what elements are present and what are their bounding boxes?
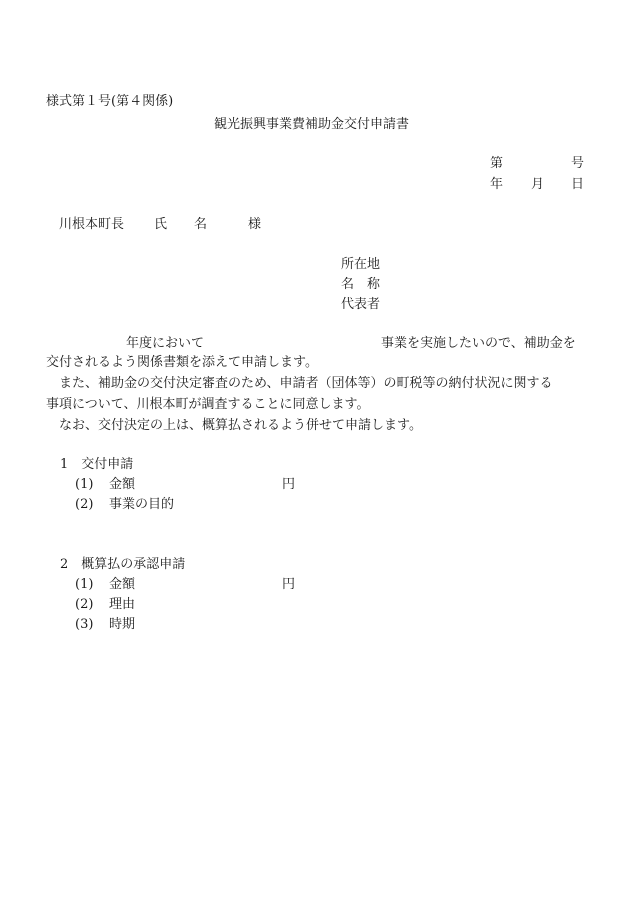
section1-item1-label: 金額 — [109, 477, 136, 492]
addressee-mayor: 川根本町長 — [59, 217, 125, 232]
date-day: 日 — [571, 177, 585, 192]
section2-item1-unit: 円 — [282, 577, 296, 592]
applicant-address-label: 所在地 — [341, 257, 381, 272]
addressee-sama: 様 — [248, 217, 262, 232]
body-line1-b: 事業を実施したいので、補助金を — [381, 336, 576, 351]
section2-item1-num: (1) — [75, 577, 94, 592]
doc-number-go: 号 — [571, 156, 585, 171]
document-title: 観光振興事業費補助金交付申請書 — [214, 117, 410, 132]
body-line4: 事項について、川根本町が調査することに同意します。 — [46, 397, 370, 412]
body-line2: 交付されるよう関係書類を添えて申請します。 — [46, 355, 318, 370]
section1-item2-label: 事業の目的 — [109, 497, 175, 512]
section1-heading: 1 交付申請 — [60, 457, 134, 472]
body-line1-a: 年度において — [126, 336, 205, 351]
form-label: 様式第１号(第４関係) — [46, 94, 174, 109]
doc-number-dai: 第 — [490, 156, 504, 171]
date-month: 月 — [531, 177, 545, 192]
section2-heading: 2 概算払の承認申請 — [60, 557, 186, 572]
body-line3: また、補助金の交付決定審査のため、申請者（団体等）の町税等の納付状況に関する — [59, 376, 553, 391]
body-paragraph — [46, 352, 586, 436]
section2-item3-label: 時期 — [109, 617, 136, 632]
addressee-mei: 名 — [194, 217, 208, 232]
section1-item1-unit: 円 — [282, 477, 296, 492]
section2-item1-label: 金額 — [109, 577, 136, 592]
applicant-name-label: 名 称 — [341, 277, 381, 292]
section2-item2-num: (2) — [75, 597, 94, 612]
section2-item2-label: 理由 — [109, 597, 136, 612]
body-line5: なお、交付決定の上は、概算払されるよう併せて申請します。 — [59, 418, 422, 433]
addressee-shi: 氏 — [154, 217, 168, 232]
date-year: 年 — [490, 177, 504, 192]
section2-item3-num: (3) — [75, 617, 94, 632]
section1-item1-num: (1) — [75, 477, 94, 492]
section1-item2-num: (2) — [75, 497, 94, 512]
applicant-rep-label: 代表者 — [341, 297, 381, 312]
